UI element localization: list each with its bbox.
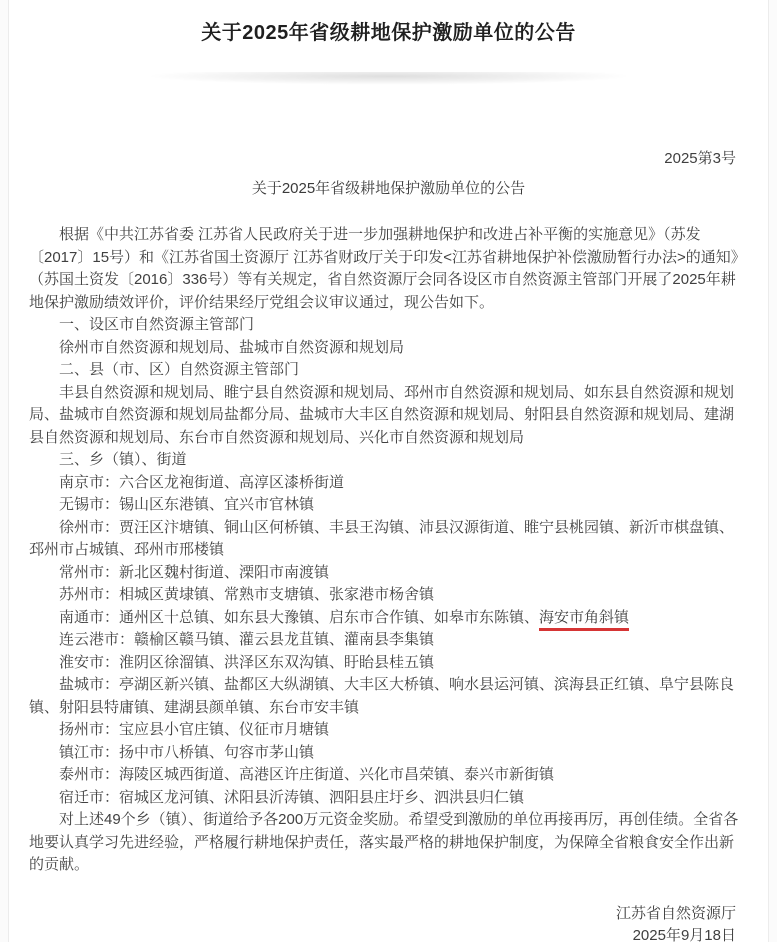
town-list-item: 无锡市：锡山区东港镇、宜兴市官林镇 (59, 496, 315, 513)
town-list-item-prefix: 南通市：通州区十总镇、如东县大豫镇、启东市合作镇、如皋市东陈镇、 (59, 608, 540, 626)
town-list-item: 南京市：六合区龙袍街道、高淳区漆桥街道 (59, 473, 345, 491)
town-list-item (29, 607, 744, 630)
section-2-heading: 二、县（市、区）自然资源主管部门 (59, 361, 300, 378)
document-body (9, 200, 768, 877)
closing-paragraph: 对上述49个乡（镇）、街道给予各200万元资金奖励。希望受到激励的单位再接再厉，再创佳绩。全省各地要认真学习先进经验，严格履行耕地保护责任，落实最严格的耕地保护制度，为保障全省粮食安全作出新的贡献。 (29, 811, 739, 873)
town-list-item: 扬州市：宝应县小官庄镇、仪征市月塘镇 (59, 721, 330, 738)
town-list-item: 泰州市：海陵区城西街道、高港区许庄街道、兴化市昌荣镇、泰兴市新街镇 (59, 766, 555, 783)
town-list-item: 镇江市：扬中市八桥镇、句容市茅山镇 (59, 743, 315, 761)
town-list-item: 常州市：新北区魏村街道、溧阳市南渡镇 (59, 563, 330, 581)
town-list-item: 连云港市：赣榆区赣马镇、灌云县龙苴镇、灌南县李集镇 (59, 631, 435, 648)
highlighted-town-red-underline: 海安市角斜镇 (539, 609, 629, 631)
section-1-heading: 一、设区市自然资源主管部门 (59, 316, 255, 333)
town-list-item: 淮安市：淮阴区徐溜镇、洪泽区东双沟镇、盱眙县桂五镇 (59, 653, 435, 671)
town-list-item: 盐城市：亭湖区新兴镇、盐都区大纵湖镇、大丰区大桥镇、响水县运河镇、滨海县正红镇、阜宁县陈良镇、射阳县特庸镇、建湖县颜单镇、东台市安丰镇 (29, 676, 735, 716)
issuer-name: 江苏省自然资源厅 (615, 904, 736, 922)
doc-number: 2025第3号 (664, 150, 736, 167)
town-list-item: 苏州市：相城区黄埭镇、常熟市支塘镇、张家港市杨舍镇 (59, 586, 435, 603)
document-card (8, 0, 769, 942)
town-list-item: 徐州市：贾汪区汴塘镇、铜山区何桥镇、丰县王沟镇、沛县汉源街道、睢宁县桃园镇、新沂市棋盘镇、邳州市占城镇、邳州市邢楼镇 (29, 518, 735, 558)
signature-block (9, 903, 768, 942)
town-list-item: 宿迁市：宿城区龙河镇、沭阳县沂涛镇、泗阳县庄圩乡、泗洪县归仁镇 (59, 788, 525, 806)
document-title: 关于2025年省级耕地保护激励单位的公告 (251, 180, 526, 197)
intro-paragraph: 根据《中共江苏省委 江苏省人民政府关于进一步加强耕地保护和改进占补平衡的实施意见》（苏发〔2017〕15号）和《江苏省国土资源厅 江苏省财政厅关于印发<江苏省耕地保护补偿激励暂行办法>的通知》（苏国土资发〔2016〕336号）等有关规定，省自然资源厅会同各设区市自然资源主管部门开展了2025年耕地保护激励绩效评价，评价结果经厅党组会议审议通过，现公告如下。 (29, 226, 739, 311)
section-3-heading: 三、乡（镇）、街道 (59, 451, 187, 468)
page-title: 关于2025年省级耕地保护激励单位的公告 (201, 22, 576, 44)
title-divider (84, 72, 694, 86)
issue-date: 2025年9月18日 (632, 927, 736, 942)
section-2-content: 丰县自然资源和规划局、睢宁县自然资源和规划局、邳州市自然资源和规划局、如东县自然资源和规划局、盐城市自然资源和规划局盐都分局、盐城市大丰区自然资源和规划局、射阳县自然资源和规划局、建湖县自然资源和规划局、东台市自然资源和规划局、兴化市自然资源和规划局 (29, 383, 735, 446)
section-1-content: 徐州市自然资源和规划局、盐城市自然资源和规划局 (59, 338, 405, 356)
